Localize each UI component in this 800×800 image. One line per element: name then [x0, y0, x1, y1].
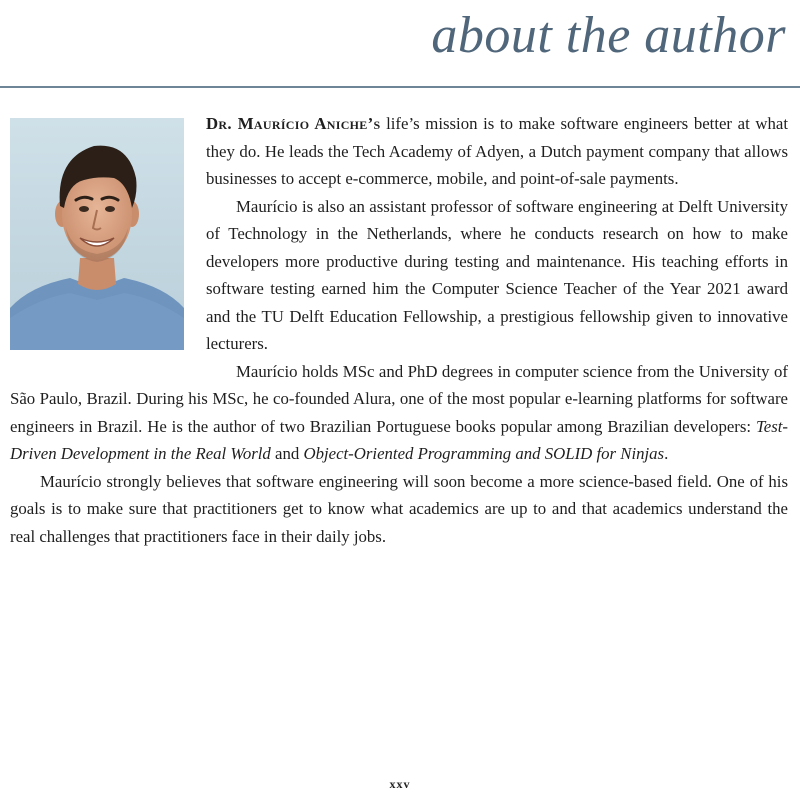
- header-rule: [0, 86, 800, 88]
- book-title-2: Object-Oriented Programming and SOLID for Ninjas: [303, 444, 665, 463]
- bio-paragraph-2: Maurício is also an assistant professor of software engineering at Delft University of Technology in the Netherlands, where he conducts research on how to make developers more productive during testing and maintenance. His teaching efforts in software testing earned him the Computer Science Teacher of the Year 2021 award and the TU Delft Education Fellowship, a prestigious fellowship given to innovative lecturers.: [206, 196, 788, 353]
- bio-paragraph-3-end: .: [664, 444, 669, 463]
- author-bio: [10, 110, 788, 550]
- bio-paragraph-3: [10, 358, 788, 468]
- author-name: Dr. Maurício Aniche’s: [206, 114, 381, 133]
- bio-paragraph-3-and: and: [270, 444, 304, 463]
- author-photo: [10, 118, 184, 350]
- bio-paragraph-4: Maurício strongly believes that software engineering will soon become a more science-based field. One of his goals is to make sure that practitioners get to know what academics are up to and that academics understand the real challenges that practitioners face in their daily jobs.: [10, 471, 788, 546]
- book-title-1: Test-Driven Development in the Real World: [10, 416, 788, 463]
- page-number: xxv: [389, 777, 411, 791]
- bio-paragraph-3-start: Maurício holds MSc and PhD degrees in computer science from the University of São Paulo, Brazil. During his MSc, he co-founded Alura, one of the most popular e-learning platforms for software engineers in Brazil. He is the author of two Brazilian Portuguese books popular among Brazilian developers:: [10, 361, 788, 436]
- page-title: about the author: [431, 7, 786, 64]
- bio-paragraph-1-text: life’s mission is to make software engineers better at what they do. He leads the Tech Academy of Adyen, a Dutch payment company that allows businesses to accept e-commerce, mobile, and point-of-sale payments.: [206, 114, 788, 188]
